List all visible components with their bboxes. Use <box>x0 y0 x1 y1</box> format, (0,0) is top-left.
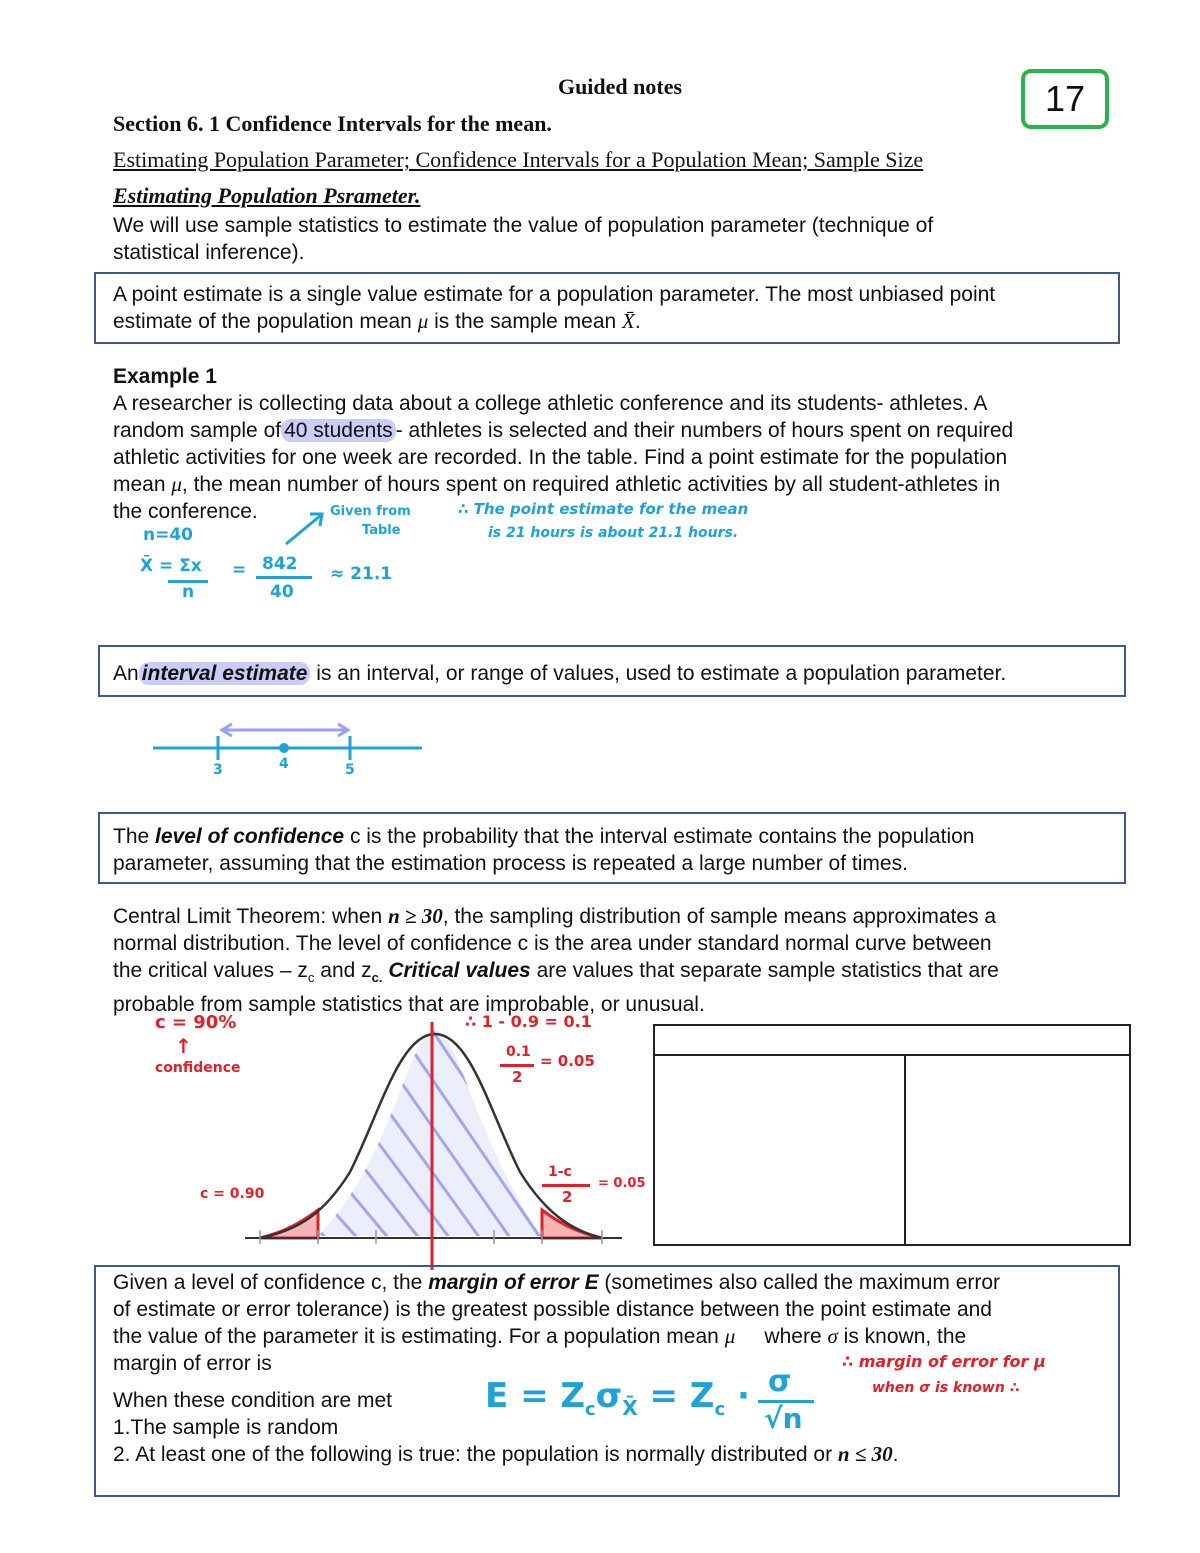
hw-frac-num: 0.1 <box>506 1044 531 1060</box>
example-line-4: mean μ, the mean number of hours spent on required athletic activities by all student-athletes in <box>113 472 1001 496</box>
hw-40: 40 <box>270 582 294 602</box>
page-number: 17 <box>1044 78 1086 119</box>
confidence-line-1: The level of confidence c is the probability that the interval estimate contains the population <box>113 825 975 848</box>
hw-frac-bar <box>500 1064 534 1067</box>
example-line-5: the conference. <box>113 500 258 523</box>
number-line-label-5: 5 <box>345 762 355 778</box>
left-tail <box>260 1210 318 1238</box>
intro-line-1: We will use sample statistics to estimate the value of population parameter (technique of <box>113 214 934 237</box>
example-line-2: random sample of 40 students - athletes is selected and their numbers of hours spent on required <box>113 419 1014 442</box>
clt-paragraph <box>113 903 999 1018</box>
hw-confidence: confidence <box>155 1060 241 1076</box>
hw-margin-note-1: ∴ margin of error for μ <box>842 1352 1046 1371</box>
point-estimate-text <box>113 281 995 335</box>
intro-line-2: statistical inference). <box>113 241 305 264</box>
point-estimate-line-1: A point estimate is a single value estimate for a population parameter. The most unbiased point <box>113 283 996 306</box>
hw-note-line-1: ∴ The point estimate for the mean <box>458 500 749 518</box>
page-title: Guided notes <box>557 74 683 99</box>
hw-1-minus-0-9: ∴ 1 - 0.9 = 0.1 <box>465 1012 592 1031</box>
hw-table: Table <box>362 523 401 538</box>
hw-tail-den: 2 <box>562 1188 573 1206</box>
clt-line-2: normal distribution. The level of confidence c is the area under standard normal curve between <box>113 932 992 955</box>
hw-note-line-2: is 21 hours is about 21.1 hours. <box>488 525 739 541</box>
margin-line-3: the value of the parameter it is estimating. For a population mean μ where σ is known, the <box>113 1324 967 1348</box>
hw-c-90: c = 90% <box>155 1012 237 1033</box>
interval-estimate-text: An interval estimate is an interval, or range of values, used to estimate a population parameter. <box>113 662 1007 685</box>
highlight-interval-estimate: interval estimate <box>139 662 311 685</box>
example-label: Example 1 <box>113 365 217 388</box>
hw-frac-eq: = 0.05 <box>540 1052 595 1070</box>
hw-842: 842 <box>262 554 298 574</box>
hw-given-from: Given from <box>330 504 411 519</box>
hw-n-denominator: n <box>182 582 195 602</box>
example-line-1: A researcher is collecting data about a college athletic conference and its students- athletes. A <box>113 392 988 415</box>
confidence-line-2: parameter, assuming that the estimation process is repeated a large number of times. <box>113 852 908 875</box>
section-heading: Section 6. 1 Confidence Intervals for the mean. <box>113 111 552 136</box>
hw-approx-21-1: ≈ 21.1 <box>330 564 393 584</box>
margin-line-7: 2. At least one of the following is true: the population is normally distributed or n ≤ 30. <box>113 1442 899 1466</box>
example-line-3: athletic activities for one week are recorded. In the table. Find a point estimate for the population <box>113 446 1008 469</box>
empty-table <box>653 1024 1131 1246</box>
hw-xbar-formula: X̄ = Σx <box>140 556 202 576</box>
hw-equals: = <box>232 560 247 580</box>
margin-line-2: of estimate or error tolerance) is the greatest possible distance between the point estimate and <box>113 1298 992 1321</box>
margin-line-5: When these condition are met <box>113 1389 392 1412</box>
hw-margin-note-2: when σ is known ∴ <box>872 1380 1020 1396</box>
point-estimate-line-2: estimate of the population mean μ is the sample mean X̄. <box>113 309 641 333</box>
clt-line-4: probable from sample statistics that are improbable, or unusual. <box>113 993 705 1017</box>
hw-up-arrow: ↑ <box>175 1034 192 1058</box>
topics-heading: Estimating Population Parameter; Confidence Intervals for a Population Mean; Sample Size <box>113 147 924 172</box>
hw-fraction-bar-2 <box>256 576 312 579</box>
highlight-40-students: 40 students <box>281 419 396 442</box>
margin-of-error-formula: $E = Z_c\sigma_{X̄} = Z_c$ · <box>485 1376 750 1420</box>
right-tail <box>542 1210 602 1238</box>
hw-arrow-given <box>280 508 330 548</box>
formula-fraction-den: √n <box>764 1402 803 1435</box>
hw-tail-num: 1-c <box>548 1164 572 1180</box>
hw-tail-eq: = 0.05 <box>598 1176 646 1191</box>
hw-n-40: n=40 <box>143 525 194 545</box>
subheading: Estimating Population Psrameter. <box>113 183 421 208</box>
margin-line-1: Given a level of confidence c, the margin of error E (sometimes also called the maximum error <box>113 1271 1001 1294</box>
clt-line-3: the critical values – $z_c$ and $z_{c.}$ Critical values are values that separate sample statistics that are <box>113 959 999 986</box>
table-column-divider <box>904 1054 906 1244</box>
number-line <box>150 722 430 778</box>
formula-fraction-num: σ <box>768 1364 792 1399</box>
hw-c-0-90: c = 0.90 <box>200 1186 265 1202</box>
number-line-label-3: 3 <box>213 762 223 778</box>
number-line-label-4: 4 <box>279 756 289 772</box>
margin-line-4: margin of error is <box>113 1352 272 1375</box>
confidence-text <box>113 823 974 877</box>
hw-frac-den: 2 <box>512 1068 523 1086</box>
clt-line-1: Central Limit Theorem: when n ≥ 30, the sampling distribution of sample means approximates a <box>113 904 997 928</box>
margin-line-6: 1.The sample is random <box>113 1416 339 1439</box>
hw-tail-bar <box>542 1184 590 1187</box>
intro-text <box>113 212 933 266</box>
table-header-row <box>655 1026 1129 1056</box>
page-number-badge <box>1021 69 1109 129</box>
